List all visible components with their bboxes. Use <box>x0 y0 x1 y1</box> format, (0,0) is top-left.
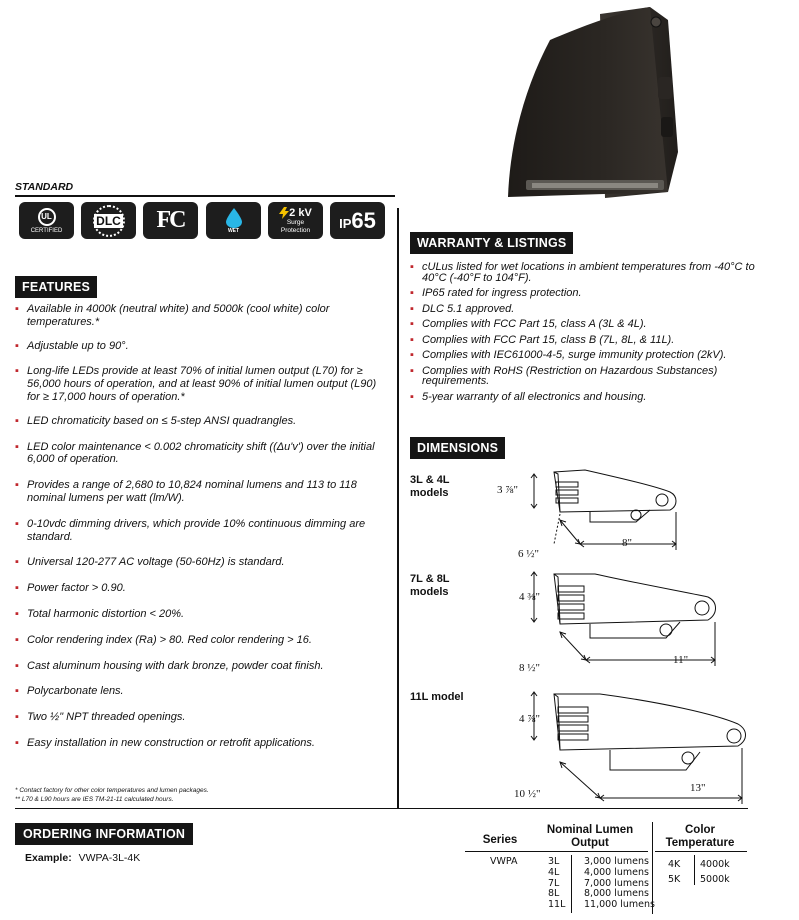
warranty-text: 5-year warranty of all electronics and housing. <box>422 390 647 403</box>
dimensions-heading: DIMENSIONS <box>410 437 505 459</box>
bottom-divider <box>15 808 748 809</box>
warranty-text: Complies with FCC Part 15, class A (3L & 4L). <box>422 318 647 330</box>
dim-width-7l: 11" <box>673 654 689 666</box>
wet-sub: WET <box>227 227 240 234</box>
list-item <box>15 365 380 403</box>
dim-label-line1: 3L & 4L <box>410 474 450 486</box>
ordering-heading: ORDERING INFORMATION <box>15 823 193 845</box>
dim-model-label <box>410 691 464 704</box>
ul-certified-badge <box>19 202 74 239</box>
ip65-badge <box>330 202 385 239</box>
list-item <box>15 608 380 621</box>
ul-mark: UL <box>38 208 56 226</box>
list-item <box>410 366 755 387</box>
list-item <box>410 335 755 346</box>
warranty-list <box>410 262 755 402</box>
drawing-11l <box>531 692 746 804</box>
feature-text: Adjustable up to 90°. <box>27 339 129 352</box>
features-heading: FEATURES <box>15 276 97 298</box>
feature-text: Power factor > 0.90. <box>27 582 126 595</box>
dim-label-line2: models <box>410 586 449 598</box>
color-values <box>700 857 730 887</box>
feature-text: Universal 120-277 AC voltage (50-60Hz) is standard. <box>27 556 285 569</box>
list-item <box>410 304 755 315</box>
column-divider <box>397 208 399 808</box>
lumen-code: 8L <box>548 888 560 900</box>
surge-line1: Surge <box>286 218 305 226</box>
footnote-2: ** L70 & L90 hours are IES TM-21-11 calculated hours. <box>15 796 174 803</box>
lumen-header-line1: Nominal Lumen <box>546 824 634 836</box>
lumen-code: 11L <box>548 899 566 911</box>
feature-text: Provides a range of 2,680 to 10,824 nominal lumens and 113 to 118 nominal lumens per watt (lm/W). <box>27 479 357 504</box>
feature-text: 0-10vdc dimming drivers, which provide 10% continuous dimming are standard. <box>27 517 366 543</box>
ul-sub: CERTIFIED <box>30 227 63 234</box>
drawing-7l-8l <box>531 572 716 666</box>
color-header <box>655 824 745 850</box>
lumen-header-line2: Output <box>571 837 609 849</box>
list-item <box>15 711 380 724</box>
standard-label: STANDARD <box>15 181 74 193</box>
fcc-badge <box>143 202 198 239</box>
lumen-code: 3L <box>548 856 560 867</box>
feature-text: LED chromaticity based on ≤ 5-step ANSI quadrangles. <box>27 414 297 427</box>
color-header-line1: Color <box>684 824 716 836</box>
color-codes <box>668 857 680 887</box>
dim-height-7l: 4 ⅜" <box>519 591 540 603</box>
ip-prefix: IP <box>339 215 352 231</box>
drawing-3l-4l <box>531 470 676 550</box>
list-item <box>410 262 755 283</box>
list-item <box>15 340 380 353</box>
warranty-text: Complies with IEC61000-4-5, surge immunity protection (2kV). <box>422 349 727 361</box>
ip-value: 65 <box>351 207 376 233</box>
lumen-code: 4L <box>548 866 560 878</box>
lumen-header <box>540 824 640 850</box>
product-photo <box>500 2 695 207</box>
warranty-heading: WARRANTY & LISTINGS <box>410 232 573 254</box>
list-item <box>15 479 380 505</box>
surge-protection-badge <box>268 202 323 239</box>
feature-text: Color rendering index (Ra) > 80. Red color rendering > 16. <box>27 633 312 646</box>
top-divider <box>15 195 395 197</box>
list-item <box>15 415 380 428</box>
lumen-codes <box>548 857 565 911</box>
list-item <box>410 392 755 403</box>
feature-text: Two ½" NPT threaded openings. <box>27 711 186 724</box>
list-item <box>15 441 380 467</box>
series-value: VWPA <box>490 856 518 867</box>
warranty-text: cULus listed for wet locations in ambient temperatures from -40°C to 40°C (-40°F to 104°F). <box>422 261 755 284</box>
lumen-value: 4,000 lumens <box>584 866 649 878</box>
footnote-1: * Contact factory for other color temperatures and lumen packages. <box>15 787 209 794</box>
color-header-line2: Temperature <box>665 837 735 849</box>
warranty-text: DLC 5.1 approved. <box>422 302 515 315</box>
dim-height-3l: 3 ⅞" <box>497 484 518 496</box>
list-item <box>410 350 755 361</box>
fcc-mark: FC <box>156 207 185 233</box>
list-item <box>15 303 380 329</box>
dim-depth-7l: 8 ½" <box>519 662 540 674</box>
table-rule <box>465 851 648 852</box>
list-item <box>15 634 380 647</box>
dim-width-11l: 13" <box>690 782 706 794</box>
dim-depth-11l: 10 ½" <box>514 788 541 800</box>
list-item <box>15 556 380 569</box>
dim-height-11l: 4 ⅞" <box>519 713 540 725</box>
feature-text: Long-life LEDs provide at least 70% of initial lumen output (L70) for ≥ 56,000 hours of operation, and at least 90% of initial lumen output (L90) for ≥ 17,000 hours of operation.* <box>27 365 377 403</box>
surge-value: 2 kV <box>289 206 312 219</box>
dim-width-3l: 8" <box>622 537 632 549</box>
wet-location-badge <box>206 202 261 239</box>
surge-line2: Protection <box>280 226 311 234</box>
lightning-icon <box>279 207 289 219</box>
table-rule <box>694 855 695 885</box>
color-value: 5000k <box>700 874 730 885</box>
warranty-text: Complies with FCC Part 15, class B (7L, 8L, & 11L). <box>422 333 675 346</box>
series-header: Series <box>482 834 518 846</box>
dim-label-line1: 7L & 8L <box>410 573 450 585</box>
warranty-text: Complies with RoHS (Restriction on Hazardous Substances) requirements. <box>422 364 718 387</box>
dim-label-line2: models <box>410 487 449 499</box>
warranty-text: IP65 rated for ingress protection. <box>422 287 582 299</box>
dimension-drawings <box>490 462 799 807</box>
table-rule <box>571 855 572 913</box>
feature-text: Cast aluminum housing with dark bronze, powder coat finish. <box>27 659 324 672</box>
lumen-value: 11,000 lumens <box>584 899 655 911</box>
feature-text: Available in 4000k (neutral white) and 5000k (cool white) color temperatures.* <box>27 303 330 328</box>
ordering-example <box>25 852 140 864</box>
lumen-values <box>584 857 655 911</box>
example-value: VWPA-3L-4K <box>78 852 141 864</box>
dim-model-label <box>410 573 450 599</box>
dlc-mark: DLC <box>96 213 121 228</box>
color-value: 4000k <box>700 859 730 870</box>
feature-text: LED color maintenance < 0.002 chromaticity shift ((Δu'v') over the initial 6,000 of operation. <box>27 440 375 466</box>
features-list <box>15 303 380 750</box>
list-item <box>15 737 380 750</box>
example-label: Example: <box>25 852 72 864</box>
dim-depth-3l: 6 ½" <box>518 548 539 560</box>
lumen-code: 7L <box>548 877 560 889</box>
feature-text: Total harmonic distortion < 20%. <box>27 607 185 620</box>
feature-text: Easy installation in new construction or retrofit applications. <box>27 736 315 749</box>
dim-label-line1: 11L model <box>410 691 464 703</box>
water-drop-icon <box>226 208 242 228</box>
list-item <box>15 582 380 595</box>
list-item <box>15 518 380 544</box>
table-rule <box>655 851 747 852</box>
list-item <box>410 288 755 299</box>
lumen-value: 3,000 lumens <box>584 856 649 867</box>
list-item <box>15 660 380 673</box>
color-code: 4K <box>668 859 681 870</box>
dlc-badge <box>81 202 136 239</box>
list-item <box>410 319 755 330</box>
color-code: 5K <box>668 874 681 885</box>
list-item <box>15 685 380 698</box>
dim-model-label <box>410 474 450 500</box>
lumen-value: 7,000 lumens <box>584 877 649 889</box>
feature-text: Polycarbonate lens. <box>27 685 124 698</box>
lumen-value: 8,000 lumens <box>584 888 649 900</box>
